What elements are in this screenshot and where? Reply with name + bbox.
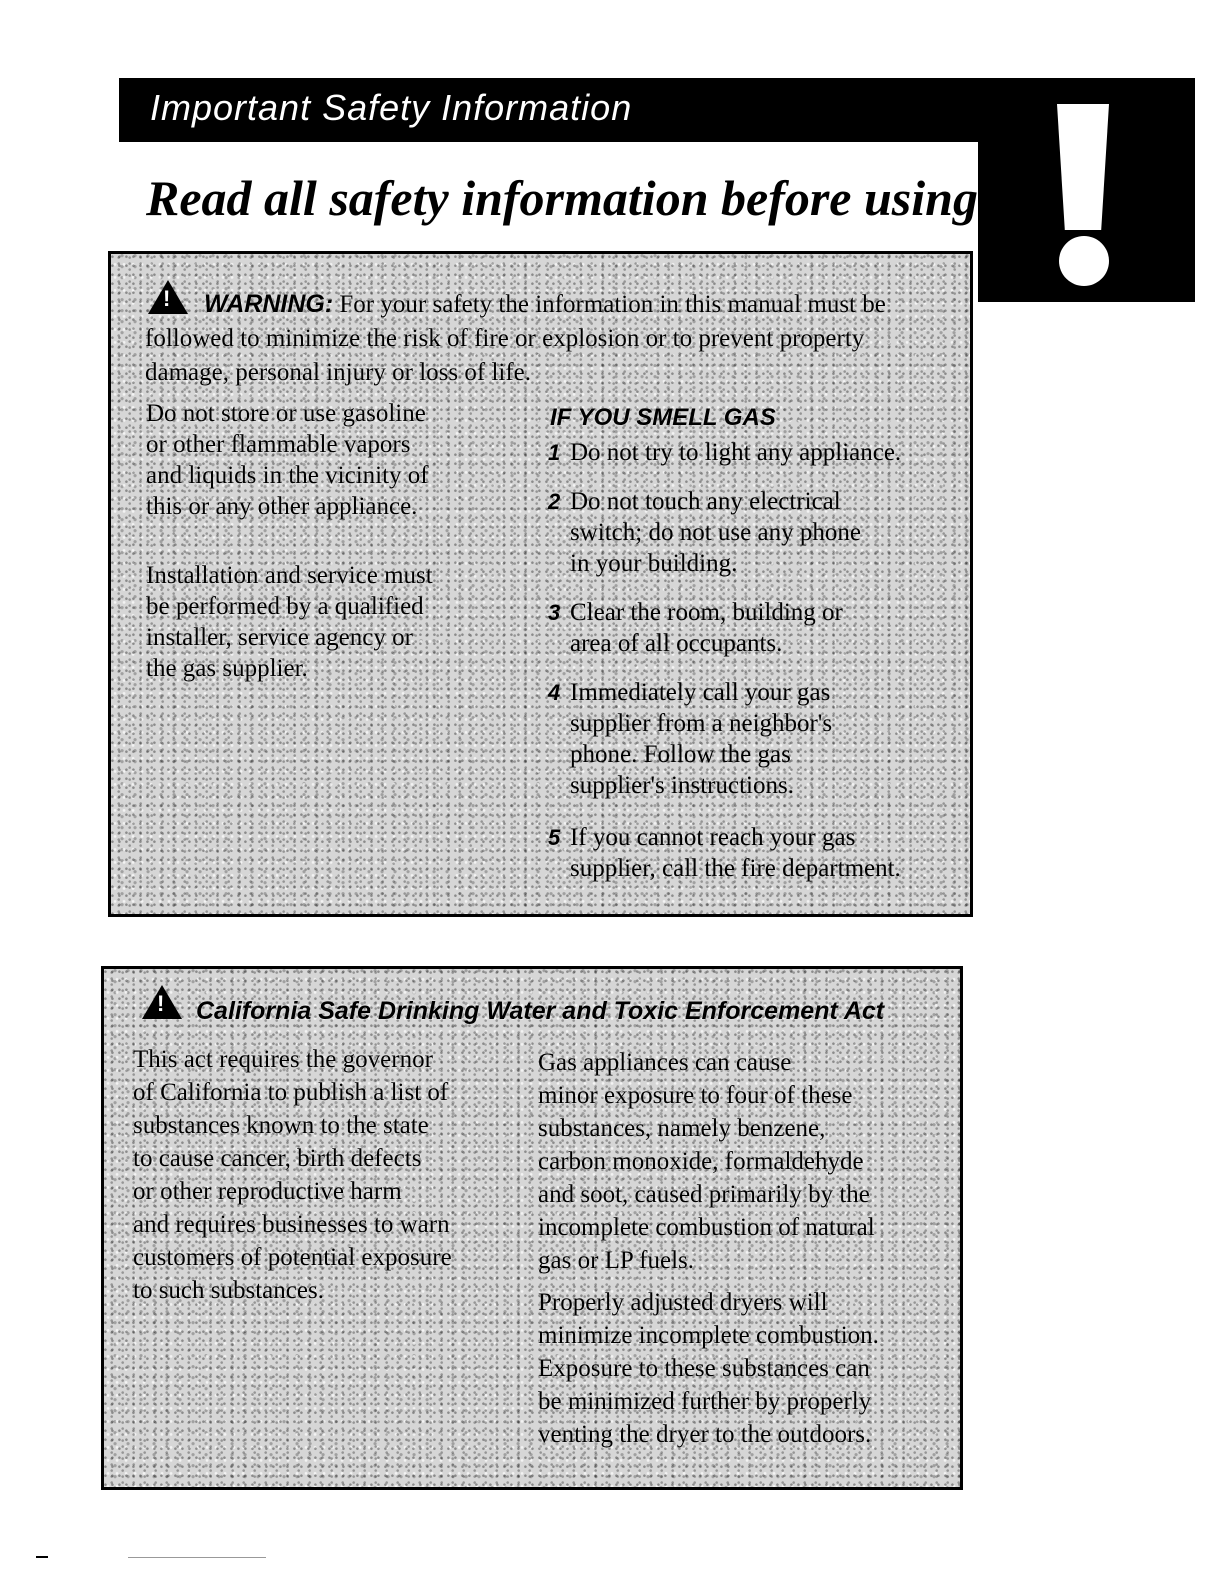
california-line: carbon monoxide, formaldehyde [538, 1148, 864, 1175]
exclamation-dot-icon [1059, 236, 1109, 286]
california-line: incomplete combustion of natural [538, 1214, 875, 1241]
footer-dash [36, 1556, 48, 1558]
california-right-paragraph-1 [538, 1046, 875, 1277]
storage-line: and liquids in the vicinity of [146, 462, 429, 489]
gas-step [548, 677, 833, 801]
storage-line: this or any other appliance. [146, 493, 418, 520]
gas-step-line: phone. Follow the gas [570, 741, 791, 768]
footer-rule [128, 1557, 266, 1558]
exclamation-icon [1057, 104, 1109, 230]
california-line: gas or LP fuels. [538, 1247, 694, 1274]
gas-step [548, 597, 843, 659]
gas-step-line: area of all occupants. [570, 630, 783, 657]
warning-intro-line-1 [204, 289, 886, 320]
gas-step-line: Do not try to light any appliance. [570, 439, 902, 466]
gas-step-number: 2 [548, 489, 561, 514]
california-line: substances known to the state [133, 1112, 429, 1139]
gas-step-line: Clear the room, building or [570, 599, 843, 626]
california-line: minor exposure to four of these [538, 1082, 853, 1109]
warning-triangle-icon [148, 280, 188, 314]
gas-step-line: supplier's instructions. [570, 772, 794, 799]
warning-triangle-icon [142, 985, 182, 1019]
installation-line: be performed by a qualified [146, 593, 424, 620]
california-left-paragraph [133, 1043, 452, 1307]
installation-line: Installation and service must [146, 562, 433, 589]
warning-intro-text-1: For your safety the information in this manual must be [339, 291, 886, 318]
california-line: minimize incomplete combustion. [538, 1322, 879, 1349]
gas-step-number: 4 [548, 680, 561, 705]
gas-step-line: If you cannot reach your gas [570, 824, 856, 851]
california-line: Gas appliances can cause [538, 1049, 792, 1076]
gas-step [548, 437, 902, 468]
california-line: to such substances. [133, 1277, 324, 1304]
california-line: and soot, caused primarily by the [538, 1181, 870, 1208]
california-line: venting the dryer to the outdoors. [538, 1421, 872, 1448]
california-line: be minimized further by properly [538, 1388, 872, 1415]
page-title: Important Safety Information [150, 87, 633, 128]
california-line: or other reproductive harm [133, 1178, 402, 1205]
warning-intro-line-3: damage, personal injury or loss of life. [145, 359, 532, 386]
storage-line: or other flammable vapors [146, 431, 411, 458]
gas-step-line: Immediately call your gas [570, 679, 831, 706]
california-line: of California to publish a list of [133, 1079, 449, 1106]
gas-step-line: Do not touch any electrical [570, 488, 841, 515]
california-line: substances, namely benzene, [538, 1115, 826, 1142]
installation-line: installer, service agency or [146, 624, 413, 651]
california-line: customers of potential exposure [133, 1244, 452, 1271]
california-line: Properly adjusted dryers will [538, 1289, 828, 1316]
page-subtitle: Read all safety information before using [146, 170, 978, 226]
gas-step [548, 822, 901, 884]
installation-paragraph [146, 560, 433, 684]
gas-step-line: switch; do not use any phone [570, 519, 861, 546]
gas-step-line: in your building. [570, 550, 738, 577]
gas-step-line: supplier from a neighbor's [570, 710, 833, 737]
california-line: and requires businesses to warn [133, 1211, 450, 1238]
warning-intro-line-2: followed to minimize the risk of fire or explosion or to prevent property [145, 325, 865, 352]
installation-line: the gas supplier. [146, 655, 308, 682]
california-line: Exposure to these substances can [538, 1355, 870, 1382]
gas-step-line: supplier, call the fire department. [570, 855, 901, 882]
gas-smell-heading: IF YOU SMELL GAS [550, 404, 776, 431]
gas-step-number: 1 [548, 440, 561, 465]
gas-step [548, 486, 861, 579]
california-line: This act requires the governor [133, 1046, 433, 1073]
warning-label: WARNING: [204, 290, 334, 318]
gas-step-number: 5 [548, 825, 561, 850]
california-right-paragraph-2 [538, 1286, 879, 1451]
gas-step-number: 3 [548, 600, 561, 625]
storage-paragraph [146, 398, 429, 522]
storage-line: Do not store or use gasoline [146, 400, 426, 427]
california-heading: California Safe Drinking Water and Toxic Enforcement Act [196, 997, 885, 1025]
california-line: to cause cancer, birth defects [133, 1145, 422, 1172]
